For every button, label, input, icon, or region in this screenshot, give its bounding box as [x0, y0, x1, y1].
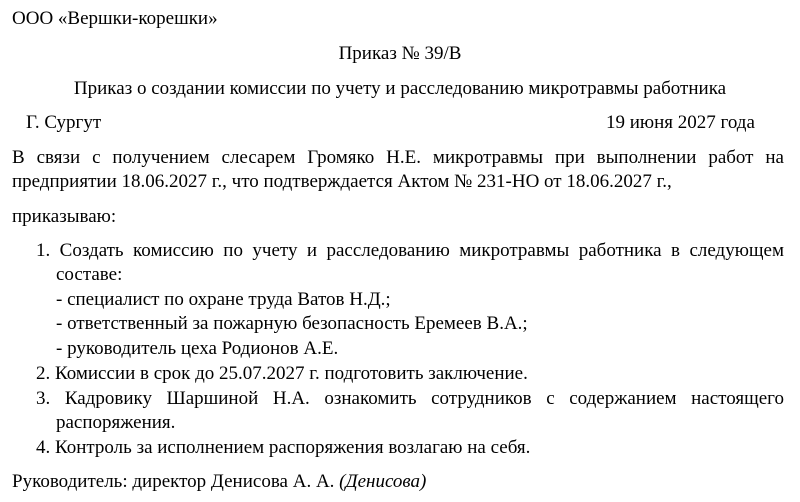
order-date: 19 июня 2027 года: [606, 112, 755, 133]
preamble-line-2: предприятии 18.06.2027 г., что подтверждается Актом № 231-НО от 18.06.2027 г.,: [12, 171, 672, 192]
preamble-line-1: В связи с получением слесарем Громяко Н.Е. микротравмы при выполнении работ на: [12, 147, 784, 168]
list-item-4: 4. Контроль за исполнением распоряжения возлагаю на себя.: [36, 437, 531, 458]
order-city: Г. Сургут: [26, 112, 102, 133]
list-item-3-line-1: 3. Кадровику Шаршиной Н.А. ознакомить сотрудников с содержанием настоящего: [36, 388, 784, 409]
order-title: Приказ о создании комиссии по учету и расследованию микротравмы работника: [73, 78, 727, 99]
signature-block: [12, 470, 426, 494]
list-item-3-line-2: распоряжения.: [56, 412, 176, 433]
commission-member-1: - специалист по охране труда Ватов Н.Д.;: [56, 289, 391, 310]
list-item-2: 2. Комиссии в срок до 25.07.2027 г. подготовить заключение.: [36, 363, 528, 384]
signature-position: Руководитель: директор Денисова А. А.: [12, 471, 335, 492]
list-item-1-line-2: составе:: [56, 264, 123, 285]
order-word: приказываю:: [12, 206, 117, 227]
order-number: Приказ № 39/В: [338, 43, 462, 64]
organization-name: ООО «Вершки-корешки»: [12, 8, 218, 29]
commission-member-3: - руководитель цеха Родионов А.Е.: [56, 338, 339, 359]
commission-member-2: - ответственный за пожарную безопасность Еремеев В.А.;: [56, 313, 528, 334]
handwritten-signature: (Денисова): [339, 471, 427, 492]
list-item-1-line-1: 1. Создать комиссию по учету и расследованию микротравмы работника в следующем: [36, 240, 784, 261]
